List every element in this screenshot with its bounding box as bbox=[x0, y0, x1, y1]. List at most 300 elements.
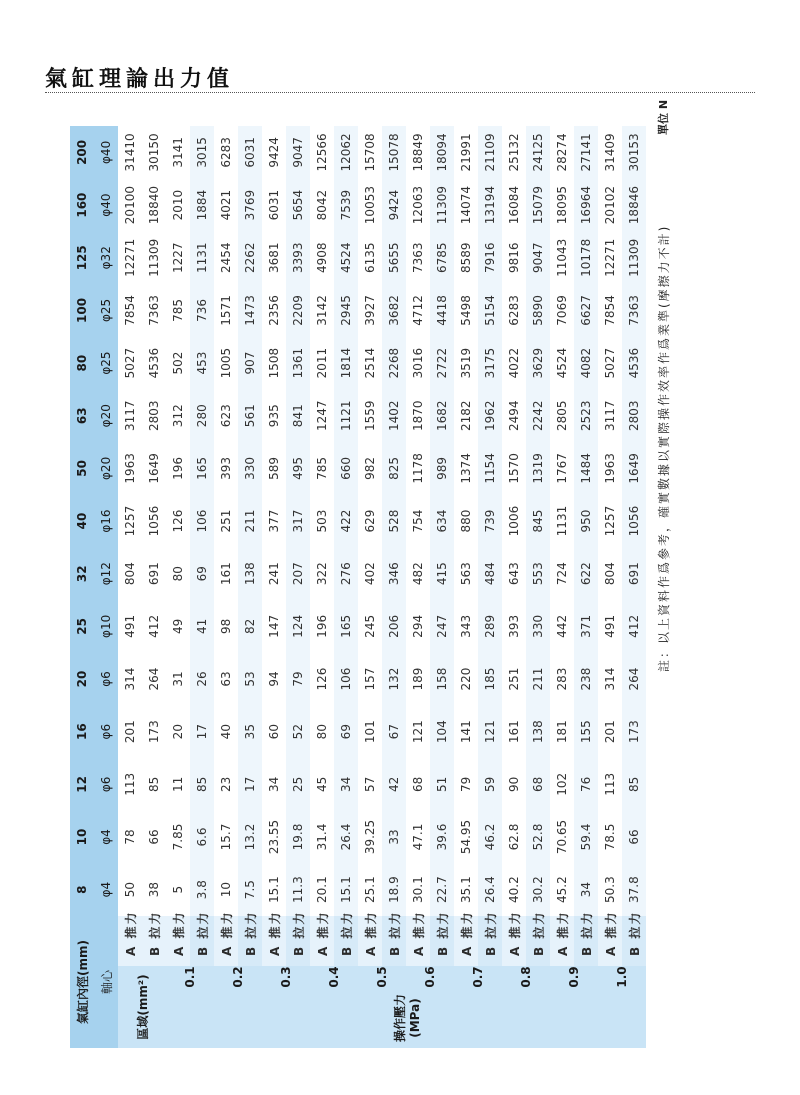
force-value-cell: 1227 bbox=[171, 242, 185, 274]
force-value-cell: 4021 bbox=[219, 189, 233, 221]
force-value-cell: 79 bbox=[286, 653, 310, 706]
force-value-cell: 165 bbox=[190, 442, 214, 495]
rod-size-cell: φ32 bbox=[94, 231, 118, 284]
force-type-label: A 推力 bbox=[166, 916, 190, 966]
force-value-cell: 3175 bbox=[478, 337, 502, 390]
force-value-cell: 33 bbox=[382, 811, 406, 864]
force-value-cell: 1570 bbox=[507, 453, 521, 484]
force-value-cell: 15078 bbox=[382, 126, 406, 179]
force-value-cell: 442 bbox=[555, 614, 569, 638]
force-value-cell: 62.8 bbox=[507, 823, 521, 851]
force-type-label: A 推力 bbox=[262, 916, 286, 966]
area-value-cell: 1257 bbox=[123, 505, 137, 537]
force-row bbox=[622, 126, 646, 1048]
force-value-cell: 1473 bbox=[238, 284, 262, 337]
footnote: 註：以上資料作爲參考，確實數據以實際操作效率作爲業準(摩擦力不計) bbox=[657, 224, 671, 672]
force-value-cell: 141 bbox=[459, 720, 473, 744]
area-value-cell: 3117 bbox=[123, 400, 137, 432]
force-value-cell: 34 bbox=[574, 863, 598, 916]
force-value-cell: 22.7 bbox=[430, 863, 454, 916]
force-value-cell: 2011 bbox=[315, 347, 329, 379]
area-value-cell: 1056 bbox=[147, 505, 161, 537]
force-value-cell: 4908 bbox=[315, 242, 329, 274]
force-value-cell: 82 bbox=[238, 600, 262, 653]
force-value-cell: 312 bbox=[171, 404, 185, 428]
force-value-cell: 6135 bbox=[363, 242, 377, 274]
force-row bbox=[334, 126, 358, 1048]
force-value-cell: 415 bbox=[430, 547, 454, 600]
force-value-cell: 1402 bbox=[382, 389, 406, 442]
force-value-cell: 4524 bbox=[334, 231, 358, 284]
rod-size-cell: φ40 bbox=[94, 126, 118, 179]
force-value-cell: 982 bbox=[363, 456, 377, 480]
force-value-cell: 343 bbox=[459, 614, 473, 638]
force-type-label: B 拉力 bbox=[190, 916, 214, 966]
area-value-cell: 85 bbox=[147, 776, 161, 792]
force-value-cell: 377 bbox=[267, 509, 281, 533]
pressure-value: 0.4 bbox=[310, 966, 358, 988]
bore-size-cell: 160 bbox=[70, 179, 94, 232]
force-value-cell: 502 bbox=[171, 351, 185, 375]
force-row bbox=[502, 126, 526, 1048]
rod-size-cell: φ25 bbox=[94, 284, 118, 337]
force-value-cell: 69 bbox=[334, 705, 358, 758]
force-value-cell: 1056 bbox=[622, 495, 646, 548]
force-value-cell: 101 bbox=[363, 720, 377, 744]
rod-size-cell: φ40 bbox=[94, 179, 118, 232]
force-value-cell: 2514 bbox=[363, 347, 377, 379]
force-value-cell: 220 bbox=[459, 667, 473, 691]
force-value-cell: 660 bbox=[334, 442, 358, 495]
force-value-cell: 264 bbox=[622, 653, 646, 706]
force-value-cell: 3015 bbox=[190, 126, 214, 179]
force-value-cell: 85 bbox=[190, 758, 214, 811]
area-value-cell: 691 bbox=[147, 562, 161, 586]
force-value-cell: 196 bbox=[171, 456, 185, 480]
force-value-cell: 126 bbox=[171, 509, 185, 533]
force-value-cell: 161 bbox=[507, 720, 521, 744]
force-value-cell: 1508 bbox=[267, 347, 281, 379]
force-value-cell: 20 bbox=[171, 724, 185, 740]
force-value-cell: 207 bbox=[286, 547, 310, 600]
force-value-cell: 280 bbox=[190, 389, 214, 442]
force-value-cell: 3393 bbox=[286, 231, 310, 284]
force-value-cell: 16084 bbox=[507, 186, 521, 225]
force-value-cell: 317 bbox=[286, 495, 310, 548]
force-type-label: A 推力 bbox=[598, 916, 622, 966]
force-value-cell: 14074 bbox=[459, 186, 473, 225]
bore-header-label: 氣缸內徑(mm) bbox=[70, 916, 94, 1048]
bore-size-cell: 25 bbox=[70, 600, 94, 653]
force-value-cell: 28274 bbox=[555, 133, 569, 172]
area-row bbox=[142, 126, 166, 1048]
force-value-cell: 8589 bbox=[459, 242, 473, 274]
force-value-cell: 785 bbox=[171, 298, 185, 322]
force-value-cell: 245 bbox=[363, 614, 377, 638]
force-value-cell: 1178 bbox=[411, 453, 425, 484]
force-value-cell: 85 bbox=[622, 758, 646, 811]
force-value-cell: 553 bbox=[526, 547, 550, 600]
force-value-cell: 94 bbox=[267, 671, 281, 687]
force-value-cell: 106 bbox=[334, 653, 358, 706]
area-value-cell: 412 bbox=[147, 614, 161, 638]
force-value-cell: 53 bbox=[238, 653, 262, 706]
force-value-cell: 3117 bbox=[603, 400, 617, 432]
force-value-cell: 10 bbox=[219, 882, 233, 898]
force-value-cell: 393 bbox=[219, 456, 233, 480]
force-value-cell: 482 bbox=[411, 562, 425, 586]
force-value-cell: 1767 bbox=[555, 453, 569, 484]
force-value-cell: 785 bbox=[315, 456, 329, 480]
force-value-cell: 181 bbox=[555, 720, 569, 744]
force-value-cell: 104 bbox=[430, 705, 454, 758]
force-value-cell: 66 bbox=[622, 811, 646, 864]
title-divider bbox=[45, 92, 755, 93]
force-row bbox=[598, 126, 622, 1048]
force-row bbox=[238, 126, 262, 1048]
force-type-label: A 推力 bbox=[118, 916, 142, 966]
force-value-cell: 158 bbox=[430, 653, 454, 706]
area-value-cell: 804 bbox=[123, 562, 137, 586]
force-value-cell: 691 bbox=[622, 547, 646, 600]
force-value-cell: 68 bbox=[411, 776, 425, 792]
force-value-cell: 50.3 bbox=[603, 876, 617, 903]
force-value-cell: 80 bbox=[315, 724, 329, 740]
force-value-cell: 4082 bbox=[574, 337, 598, 390]
force-value-cell: 7363 bbox=[622, 284, 646, 337]
force-value-cell: 491 bbox=[603, 614, 617, 638]
force-value-cell: 12062 bbox=[334, 126, 358, 179]
force-value-cell: 283 bbox=[555, 667, 569, 691]
force-row bbox=[550, 126, 574, 1048]
force-value-cell: 12063 bbox=[411, 186, 425, 225]
force-value-cell: 39.25 bbox=[363, 819, 377, 855]
force-value-cell: 1870 bbox=[411, 400, 425, 432]
force-value-cell: 35.1 bbox=[459, 876, 473, 903]
pressure-value: 0.7 bbox=[454, 966, 502, 988]
operating-pressure-label bbox=[166, 988, 646, 1048]
rod-header-row bbox=[94, 126, 118, 1048]
force-value-cell: 47.1 bbox=[411, 823, 425, 851]
force-value-cell: 30153 bbox=[622, 126, 646, 179]
force-value-cell: 6031 bbox=[267, 189, 281, 221]
force-value-cell: 16964 bbox=[574, 179, 598, 232]
force-value-cell: 950 bbox=[574, 495, 598, 548]
bore-size-cell: 32 bbox=[70, 547, 94, 600]
force-type-label: B 拉力 bbox=[142, 916, 166, 966]
rod-size-cell: φ4 bbox=[94, 863, 118, 916]
rod-size-cell: φ16 bbox=[94, 495, 118, 548]
bore-size-cell: 125 bbox=[70, 231, 94, 284]
force-value-cell: 643 bbox=[507, 562, 521, 586]
force-value-cell: 1361 bbox=[286, 337, 310, 390]
rod-header-label: 軸心 bbox=[94, 916, 118, 1048]
force-value-cell: 330 bbox=[238, 442, 262, 495]
force-row bbox=[406, 126, 430, 1048]
force-value-cell: 165 bbox=[334, 600, 358, 653]
force-value-cell: 634 bbox=[430, 495, 454, 548]
force-value-cell: 7.85 bbox=[171, 823, 185, 851]
force-value-cell: 330 bbox=[526, 600, 550, 653]
area-value-cell: 264 bbox=[147, 667, 161, 691]
force-value-cell: 2182 bbox=[459, 400, 473, 432]
force-value-cell: 1559 bbox=[363, 400, 377, 432]
force-value-cell: 2010 bbox=[171, 189, 185, 221]
force-value-cell: 1484 bbox=[574, 442, 598, 495]
pressure-value: 0.2 bbox=[214, 966, 262, 988]
force-row bbox=[526, 126, 550, 1048]
force-type-label: B 拉力 bbox=[334, 916, 358, 966]
area-value-cell: 7854 bbox=[123, 295, 137, 326]
pressure-unit-text: (MPa) bbox=[407, 998, 422, 1038]
force-value-cell: 276 bbox=[334, 547, 358, 600]
force-type-label: B 拉力 bbox=[574, 916, 598, 966]
force-value-cell: 2356 bbox=[267, 295, 281, 326]
force-value-cell: 503 bbox=[315, 509, 329, 533]
force-value-cell: 935 bbox=[267, 404, 281, 428]
force-value-cell: 563 bbox=[459, 562, 473, 586]
force-value-cell: 841 bbox=[286, 389, 310, 442]
force-value-cell: 211 bbox=[526, 653, 550, 706]
force-value-cell: 6283 bbox=[507, 295, 521, 326]
force-value-cell: 15079 bbox=[526, 179, 550, 232]
force-value-cell: 15708 bbox=[363, 133, 377, 172]
force-value-cell: 18095 bbox=[555, 186, 569, 225]
force-value-cell: 484 bbox=[478, 547, 502, 600]
force-value-cell: 15.1 bbox=[267, 876, 281, 903]
force-type-label: A 推力 bbox=[214, 916, 238, 966]
force-value-cell: 124 bbox=[286, 600, 310, 653]
force-type-label: A 推力 bbox=[358, 916, 382, 966]
force-value-cell: 11 bbox=[171, 776, 185, 792]
force-value-cell: 1682 bbox=[430, 389, 454, 442]
force-row bbox=[358, 126, 382, 1048]
force-value-cell: 453 bbox=[190, 337, 214, 390]
bore-size-cell: 63 bbox=[70, 389, 94, 442]
force-value-cell: 3769 bbox=[238, 179, 262, 232]
force-value-cell: 121 bbox=[478, 705, 502, 758]
force-value-cell: 825 bbox=[382, 442, 406, 495]
force-value-cell: 412 bbox=[622, 600, 646, 653]
area-value-cell: 1963 bbox=[123, 453, 137, 484]
force-type-label: A 推力 bbox=[406, 916, 430, 966]
force-value-cell: 113 bbox=[603, 772, 617, 796]
force-value-cell: 138 bbox=[526, 705, 550, 758]
force-value-cell: 5654 bbox=[286, 179, 310, 232]
force-value-cell: 54.95 bbox=[459, 819, 473, 855]
force-value-cell: 69 bbox=[190, 547, 214, 600]
force-value-cell: 17 bbox=[238, 758, 262, 811]
force-value-cell: 3.8 bbox=[190, 863, 214, 916]
force-row bbox=[478, 126, 502, 1048]
force-value-cell: 18.9 bbox=[382, 863, 406, 916]
force-value-cell: 5890 bbox=[526, 284, 550, 337]
force-value-cell: 238 bbox=[574, 653, 598, 706]
force-value-cell: 4418 bbox=[430, 284, 454, 337]
area-value-cell: 7363 bbox=[147, 295, 161, 326]
force-value-cell: 21109 bbox=[478, 126, 502, 179]
force-value-cell: 1884 bbox=[190, 179, 214, 232]
force-value-cell: 155 bbox=[574, 705, 598, 758]
force-value-cell: 3682 bbox=[382, 284, 406, 337]
force-value-cell: 15.1 bbox=[334, 863, 358, 916]
force-value-cell: 2209 bbox=[286, 284, 310, 337]
force-type-label: A 推力 bbox=[310, 916, 334, 966]
force-value-cell: 30.1 bbox=[411, 876, 425, 903]
cylinder-force-table bbox=[70, 126, 646, 1048]
force-value-cell: 2805 bbox=[555, 400, 569, 432]
force-value-cell: 76 bbox=[574, 758, 598, 811]
force-value-cell: 739 bbox=[478, 495, 502, 548]
force-type-label: B 拉力 bbox=[430, 916, 454, 966]
bore-size-cell: 8 bbox=[70, 863, 94, 916]
pressure-value: 0.5 bbox=[358, 966, 406, 988]
force-row bbox=[310, 126, 334, 1048]
bore-size-cell: 20 bbox=[70, 653, 94, 706]
force-value-cell: 25 bbox=[286, 758, 310, 811]
force-value-cell: 3681 bbox=[267, 242, 281, 274]
force-value-cell: 42 bbox=[382, 758, 406, 811]
force-value-cell: 5655 bbox=[382, 231, 406, 284]
force-value-cell: 45 bbox=[315, 776, 329, 792]
force-value-cell: 3927 bbox=[363, 295, 377, 326]
force-value-cell: 5027 bbox=[603, 347, 617, 379]
force-value-cell: 63 bbox=[219, 671, 233, 687]
force-value-cell: 157 bbox=[363, 667, 377, 691]
force-value-cell: 9047 bbox=[526, 231, 550, 284]
force-value-cell: 9424 bbox=[267, 137, 281, 168]
force-value-cell: 4524 bbox=[555, 347, 569, 379]
force-value-cell: 35 bbox=[238, 705, 262, 758]
pressure-value: 0.9 bbox=[550, 966, 598, 988]
force-value-cell: 41 bbox=[190, 600, 214, 653]
force-value-cell: 196 bbox=[315, 614, 329, 638]
force-value-cell: 26.4 bbox=[334, 811, 358, 864]
force-value-cell: 7.5 bbox=[238, 863, 262, 916]
force-value-cell: 78.5 bbox=[603, 823, 617, 851]
force-value-cell: 102 bbox=[555, 772, 569, 796]
force-value-cell: 528 bbox=[382, 495, 406, 548]
bore-header-row bbox=[70, 126, 94, 1048]
force-value-cell: 907 bbox=[238, 337, 262, 390]
area-row bbox=[118, 126, 142, 1048]
rod-size-cell: φ10 bbox=[94, 600, 118, 653]
force-value-cell: 34 bbox=[267, 776, 281, 792]
rod-size-cell: φ4 bbox=[94, 811, 118, 864]
force-value-cell: 11043 bbox=[555, 238, 569, 277]
force-value-cell: 10178 bbox=[574, 231, 598, 284]
force-value-cell: 10053 bbox=[363, 186, 377, 225]
area-value-cell: 1649 bbox=[147, 453, 161, 484]
force-type-label: B 拉力 bbox=[622, 916, 646, 966]
force-value-cell: 25132 bbox=[507, 133, 521, 172]
bore-size-cell: 16 bbox=[70, 705, 94, 758]
force-value-cell: 13.2 bbox=[238, 811, 262, 864]
force-value-cell: 206 bbox=[382, 600, 406, 653]
force-value-cell: 79 bbox=[459, 776, 473, 792]
force-value-cell: 24125 bbox=[526, 126, 550, 179]
force-value-cell: 121 bbox=[411, 720, 425, 744]
force-value-cell: 1154 bbox=[478, 442, 502, 495]
force-value-cell: 1006 bbox=[507, 505, 521, 537]
pressure-label-text: 操作壓力 bbox=[392, 994, 407, 1043]
force-value-cell: 90 bbox=[507, 776, 521, 792]
force-value-cell: 1319 bbox=[526, 442, 550, 495]
bore-size-cell: 10 bbox=[70, 811, 94, 864]
force-value-cell: 31409 bbox=[603, 133, 617, 172]
force-value-cell: 4712 bbox=[411, 295, 425, 326]
rod-size-cell: φ25 bbox=[94, 337, 118, 390]
unit-label: 單位 N bbox=[657, 99, 670, 135]
force-value-cell: 18849 bbox=[411, 133, 425, 172]
force-value-cell: 623 bbox=[219, 404, 233, 428]
force-value-cell: 23 bbox=[219, 776, 233, 792]
force-value-cell: 26 bbox=[190, 653, 214, 706]
force-value-cell: 173 bbox=[622, 705, 646, 758]
rod-size-cell: φ20 bbox=[94, 442, 118, 495]
area-label: 區域(mm²) bbox=[118, 966, 166, 1048]
force-value-cell: 3141 bbox=[171, 137, 185, 168]
pressure-value: 0.3 bbox=[262, 966, 310, 988]
force-value-cell: 9816 bbox=[507, 242, 521, 274]
force-value-cell: 189 bbox=[411, 667, 425, 691]
force-value-cell: 51 bbox=[430, 758, 454, 811]
force-value-cell: 70.65 bbox=[555, 819, 569, 855]
force-value-cell: 7069 bbox=[555, 295, 569, 326]
force-value-cell: 7539 bbox=[334, 179, 358, 232]
force-value-cell: 20.1 bbox=[315, 876, 329, 903]
area-value-cell: 11309 bbox=[147, 238, 161, 277]
area-value-cell: 50 bbox=[123, 882, 137, 898]
force-value-cell: 106 bbox=[190, 495, 214, 548]
area-value-cell: 31410 bbox=[123, 133, 137, 172]
rod-size-cell: φ20 bbox=[94, 389, 118, 442]
force-value-cell: 393 bbox=[507, 614, 521, 638]
force-value-cell: 9424 bbox=[382, 179, 406, 232]
force-value-cell: 59 bbox=[478, 758, 502, 811]
force-value-cell: 322 bbox=[315, 562, 329, 586]
force-value-cell: 724 bbox=[555, 562, 569, 586]
force-row bbox=[262, 126, 286, 1048]
force-value-cell: 1257 bbox=[603, 505, 617, 537]
force-value-cell: 6627 bbox=[574, 284, 598, 337]
rod-size-cell: φ6 bbox=[94, 705, 118, 758]
force-value-cell: 1963 bbox=[603, 453, 617, 484]
force-value-cell: 49 bbox=[171, 618, 185, 634]
area-value-cell: 78 bbox=[123, 829, 137, 845]
bore-size-cell: 12 bbox=[70, 758, 94, 811]
force-value-cell: 37.8 bbox=[622, 863, 646, 916]
area-value-cell: 5027 bbox=[123, 347, 137, 379]
force-value-cell: 589 bbox=[267, 456, 281, 480]
force-value-cell: 1131 bbox=[190, 231, 214, 284]
area-value-cell: 314 bbox=[123, 667, 137, 691]
force-value-cell: 11309 bbox=[430, 179, 454, 232]
force-value-cell: 629 bbox=[363, 509, 377, 533]
force-value-cell: 6.6 bbox=[190, 811, 214, 864]
rod-size-cell: φ12 bbox=[94, 547, 118, 600]
force-value-cell: 25.1 bbox=[363, 876, 377, 903]
force-row bbox=[214, 126, 238, 1048]
force-value-cell: 59.4 bbox=[574, 811, 598, 864]
force-value-cell: 34 bbox=[334, 758, 358, 811]
force-row bbox=[382, 126, 406, 1048]
force-value-cell: 5498 bbox=[459, 295, 473, 326]
force-value-cell: 46.2 bbox=[478, 811, 502, 864]
force-type-label: B 拉力 bbox=[526, 916, 550, 966]
force-value-cell: 736 bbox=[190, 284, 214, 337]
force-value-cell: 7916 bbox=[478, 231, 502, 284]
